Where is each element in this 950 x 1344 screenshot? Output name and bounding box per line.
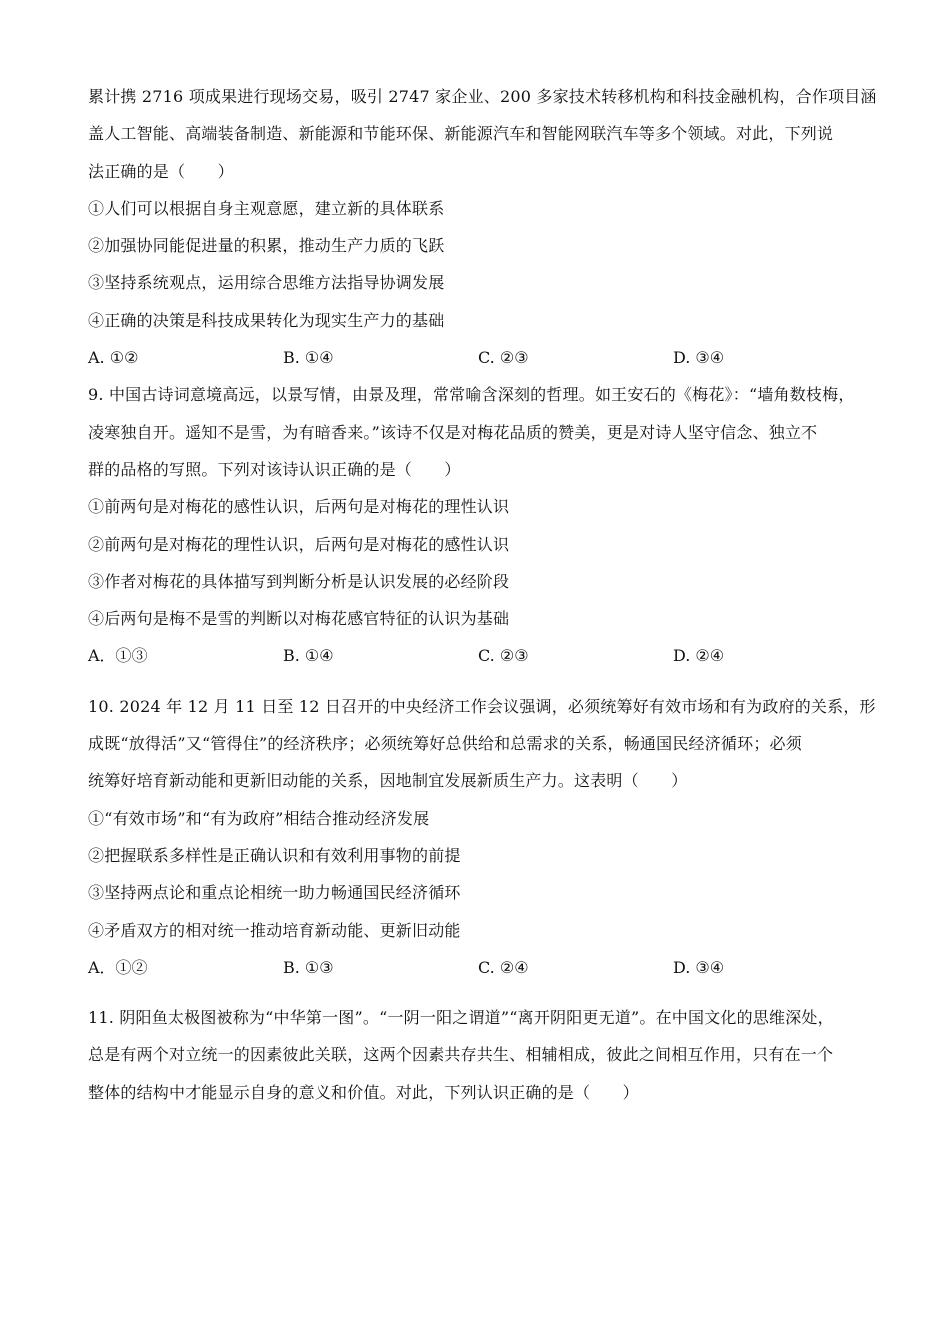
option-a: A．①② <box>88 957 148 977</box>
answer-options <box>88 637 873 674</box>
statement-item: ③作者对梅花的具体描写到判断分析是认识发展的必经阶段 <box>88 571 510 591</box>
question-stem-line: 11. 阴阳鱼太极图被称为“中华第一图”。“一阴一阳之谓道”“离开阴阳更无道”。在中国文化的思维深处， <box>88 1008 834 1028</box>
statement-item: ①“有效市场”和“有为政府”相结合推动经济发展 <box>88 808 430 828</box>
statement-item: ②把握联系多样性是正确认识和有效利用事物的前提 <box>88 845 461 865</box>
question-8 <box>88 78 877 376</box>
option-b: B. ①④ <box>283 646 334 666</box>
question-stem-line: 成既“放得活”又“管得住”的经济秩序；必须统筹好总供给和总需求的关系，畅通国民经济循环；必须 <box>88 734 802 754</box>
answer-options <box>88 949 873 986</box>
statement-item: ②前两句是对梅花的理性认识，后两句是对梅花的感性认识 <box>88 534 510 554</box>
exam-page <box>88 78 877 1111</box>
question-stem-line: 整体的结构中才能显示自身的意义和价值。对此，下列认识正确的是（ ） <box>88 1082 639 1102</box>
question-stem-line: 法正确的是（ ） <box>88 161 234 181</box>
question-stem-line: 盖人工智能、高端装备制造、新能源和节能环保、新能源汽车和智能网联汽车等多个领域。对此，下列说 <box>88 124 834 144</box>
option-b: B. ①④ <box>283 348 334 368</box>
question-stem-line: 凌寒独自开。遥知不是雪，为有暗香来。”该诗不仅是对梅花品质的赞美，更是对诗人坚守信念、独立不 <box>88 422 818 442</box>
question-stem-line: 总是有两个对立统一的因素彼此关联，这两个因素共存共生、相辅相成，彼此之间相互作用，只有在一个 <box>88 1045 834 1065</box>
statement-item: ③坚持系统观点，运用综合思维方法指导协调发展 <box>88 273 445 293</box>
statement-item: ④后两句是梅不是雪的判断以对梅花感官特征的认识为基础 <box>88 609 510 629</box>
statement-item: ③坚持两点论和重点论相统一助力畅通国民经济循环 <box>88 883 461 903</box>
option-a: A. ①② <box>88 348 139 368</box>
option-d: D. ③④ <box>673 957 725 977</box>
option-b: B. ①③ <box>283 957 334 977</box>
question-stem-line: 累计携 2716 项成果进行现场交易，吸引 2747 家企业、200 多家技术转移机构和科技金融机构，合作项目涵 <box>88 87 877 106</box>
question-stem-line: 10. 2024 年 12 月 11 日至 12 日召开的中央经济工作会议强调，必须统筹好有效市场和有为政府的关系，形 <box>88 696 876 716</box>
option-d: D. ②④ <box>673 646 725 666</box>
option-d: D. ③④ <box>673 348 725 368</box>
question-9 <box>88 376 873 674</box>
option-c: C. ②③ <box>478 646 529 666</box>
question-stem-line: 统筹好培育新动能和更新旧动能的关系，因地制宜发展新质生产力。这表明（ ） <box>88 771 688 791</box>
spacer <box>88 675 873 688</box>
question-stem-line: 9. 中国古诗词意境高远，以景写情，由景及理，常常喻含深刻的哲理。如王安石的《梅花》：“墙角数枝梅， <box>88 385 855 405</box>
statement-item: ④矛盾双方的相对统一推动培育新动能、更新旧动能 <box>88 920 461 940</box>
option-c: C. ②③ <box>478 348 529 368</box>
question-11 <box>88 999 873 1111</box>
statement-item: ①人们可以根据自身主观意愿，建立新的具体联系 <box>88 198 445 218</box>
question-stem-line: 群的品格的写照。下列对该诗认识正确的是（ ） <box>88 459 461 479</box>
question-10 <box>88 688 876 986</box>
spacer <box>88 986 873 999</box>
statement-item: ②加强协同能促进量的积累，推动生产力质的飞跃 <box>88 236 445 256</box>
statement-item: ①前两句是对梅花的感性认识，后两句是对梅花的理性认识 <box>88 497 510 517</box>
option-a: A．①③ <box>88 646 148 666</box>
answer-options <box>88 339 873 376</box>
option-c: C. ②④ <box>478 957 529 977</box>
statement-item: ④正确的决策是科技成果转化为现实生产力的基础 <box>88 310 445 330</box>
